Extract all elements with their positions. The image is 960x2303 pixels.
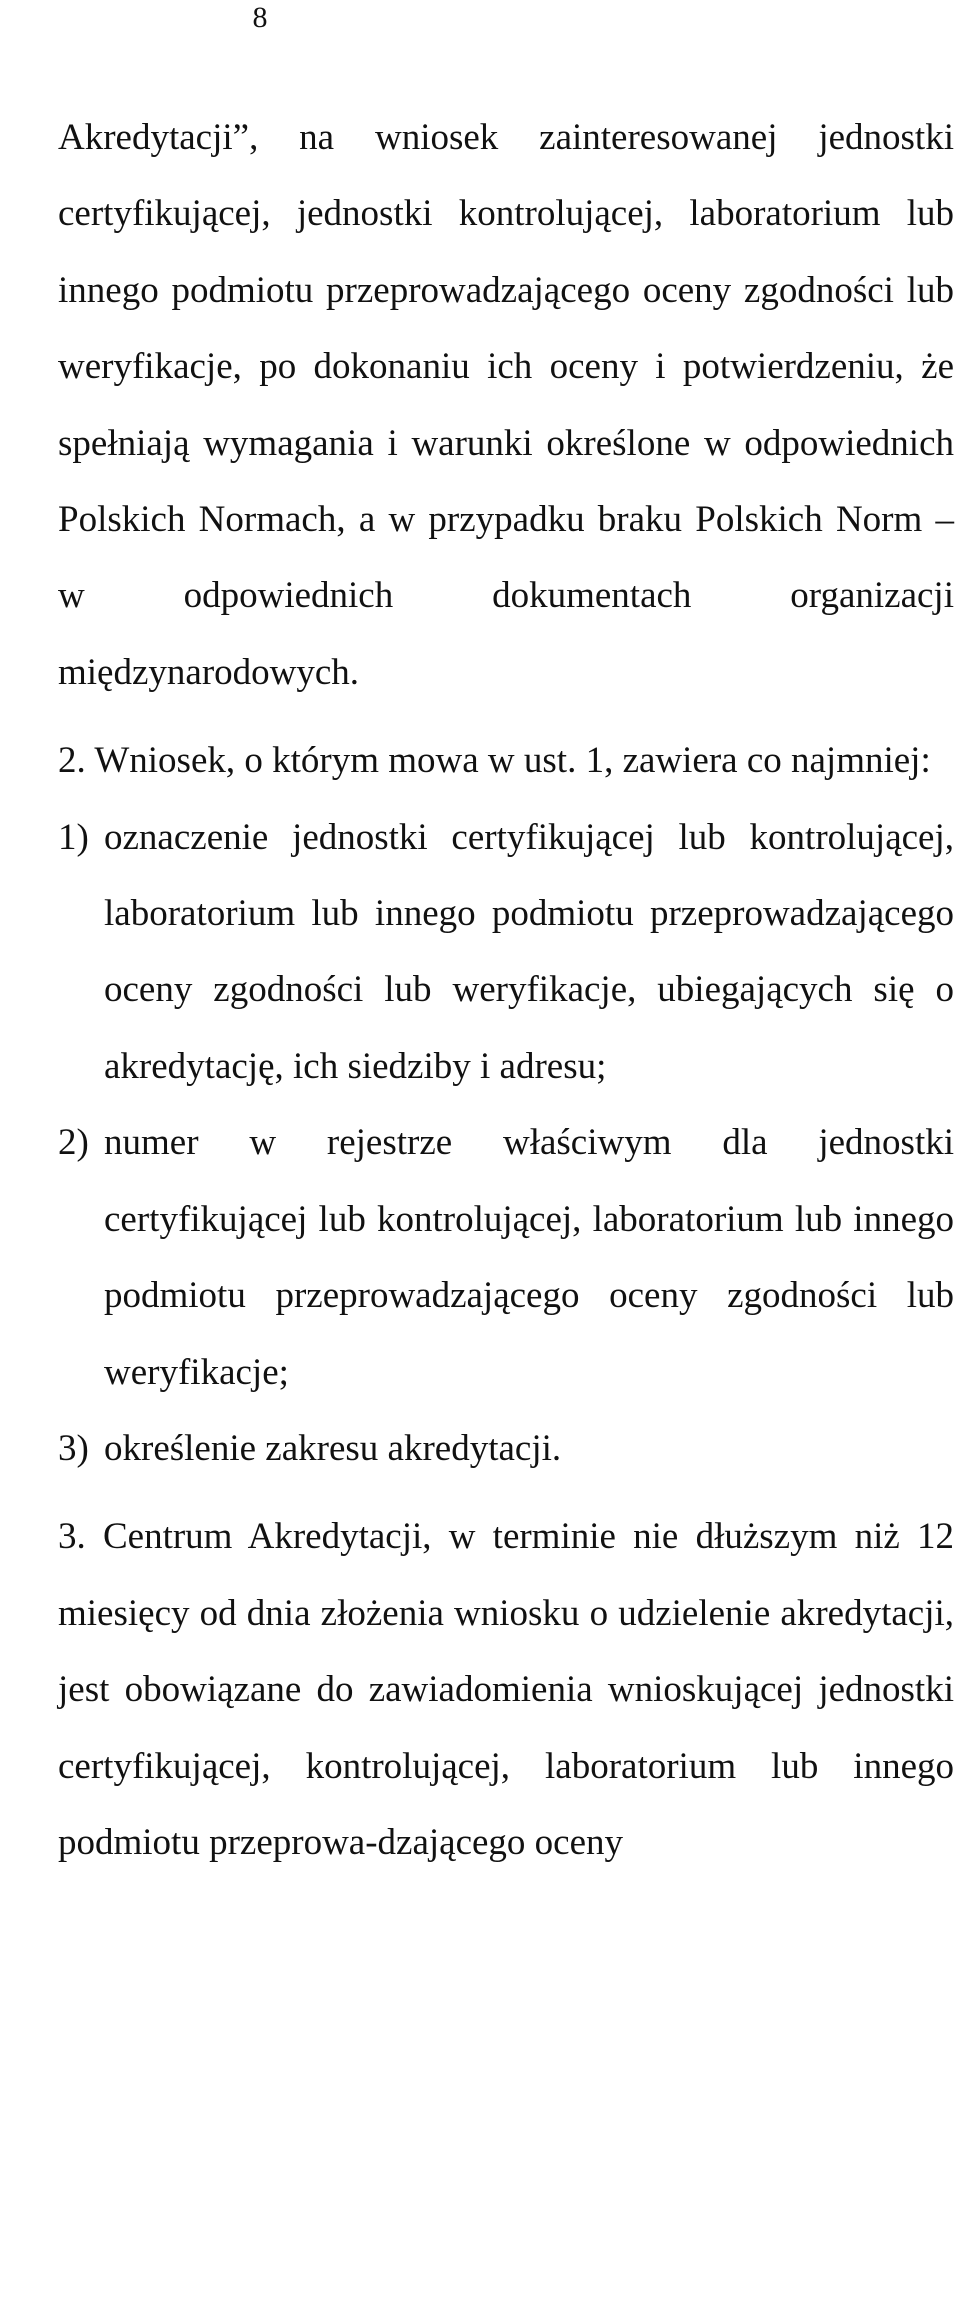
paragraph-3-number: 3. xyxy=(58,1516,86,1558)
page-number: 8 xyxy=(252,1,268,34)
list-item xyxy=(58,1411,954,1487)
paragraph-2-text: Wniosek, o którym mowa w ust. 1, zawiera co najmniej: xyxy=(94,740,931,782)
document-body xyxy=(58,100,954,1881)
intro-paragraph: Akredytacji”, na wniosek zainteresowanej jednostki certyfikującej, jednostki kontrolującej, laboratorium lub innego podmiotu przeprowadzającego oceny zgodności lub weryfikacje, po dokonaniu ich oceny i potwierdzeniu, że spełniają wymagania i warunki określone w odpowiednich Polskich Normach, a w przypadku braku Polskich Norm – w odpowiednich dokumentach organizacji międzynarodowych. xyxy=(58,117,954,693)
list-item xyxy=(58,800,954,1106)
list-item-number: 3) xyxy=(58,1427,89,1469)
list-item-text: numer w rejestrze właściwym dla jednostki certyfikującej lub kontrolującej, laboratorium lub innego podmiotu przeprowadzającego oceny zgodności lub weryfikacje; xyxy=(104,1122,954,1393)
spacer xyxy=(58,1487,954,1499)
spacer xyxy=(58,711,954,723)
paragraph-2 xyxy=(58,723,954,799)
requirements-list xyxy=(58,800,954,1488)
paragraph-3 xyxy=(58,1499,954,1881)
list-item xyxy=(58,1105,954,1411)
paragraph-2-number: 2. xyxy=(58,740,86,782)
list-item-number: 1) xyxy=(58,816,89,858)
list-item-number: 2) xyxy=(58,1122,89,1164)
list-item-text: określenie zakresu akredytacji. xyxy=(104,1427,562,1469)
list-item-text: oznaczenie jednostki certyfikującej lub kontrolującej, laboratorium lub innego podmiotu przeprowadzającego oceny zgodności lub weryfikacje, ubiegających się o akredytację, ich siedziby i adresu; xyxy=(104,816,954,1087)
paragraph-3-text: Centrum Akredytacji, w terminie nie dłuższym niż 12 miesięcy od dnia złożenia wniosku o udzielenie akredytacji, jest obowiązane do zawiadomienia wnioskującej jednostki certyfikującej, kontrolującej, laboratorium lub innego podmiotu przeprowa-dzającego oceny xyxy=(58,1516,954,1863)
